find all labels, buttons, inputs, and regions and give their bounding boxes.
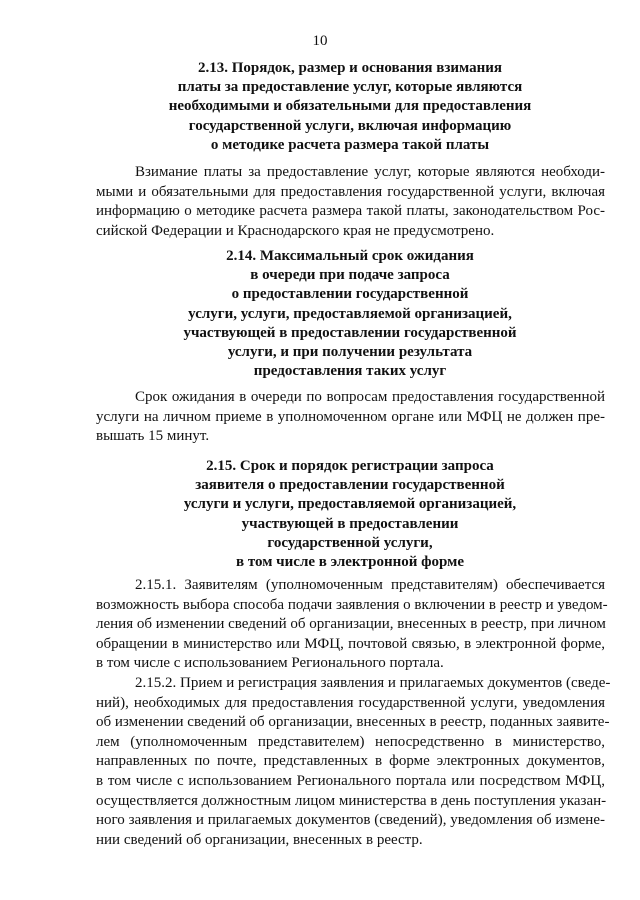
paragraph-line: обращении в министерство или МФЦ, почтовой связью, в электронной форме,	[96, 635, 605, 652]
paragraph-line: ного заявления и прилагаемых документов (сведений), уведомления об измене-	[96, 812, 605, 829]
heading-line: в очереди при подаче запроса	[250, 267, 450, 284]
paragraph-line: услуги на личном приеме в уполномоченном органе или МФЦ не должен пре-	[96, 408, 605, 425]
heading-line: услуги, услуги, предоставляемой организацией,	[188, 305, 512, 322]
heading-line: предоставления таких услуг	[253, 363, 447, 380]
heading-line: 2.13. Порядок, размер и основания взимания	[197, 60, 503, 76]
page-number: 10	[312, 33, 328, 49]
paragraph-2-15-2	[96, 674, 611, 850]
paragraph-line: ний), необходимых для предоставления государственной услуги, уведомления	[96, 694, 605, 711]
heading-line: о методике расчета размера такой платы	[210, 136, 490, 153]
heading-line: необходимыми и обязательными для предоставления	[168, 98, 532, 115]
heading-line: заявителя о предоставлении государственной	[195, 477, 505, 494]
heading-line: участвующей в предоставлении	[241, 515, 459, 532]
paragraph-line: в том числе с использованием Регионального портала или посредством МФЦ,	[96, 772, 605, 789]
heading-line: платы за предоставление услуг, которые являются	[177, 79, 523, 96]
heading-line: государственной услуги, включая информацию	[188, 117, 512, 134]
paragraph-2-15-1	[96, 576, 608, 674]
paragraph-line: возможность выбора способа подачи заявления о включении в реестр и уведом-	[96, 596, 608, 613]
heading-line: услуги, и при получении результата	[227, 344, 473, 361]
paragraph-line: сийской Федерации и Краснодарского края не предусмотрено.	[96, 222, 495, 239]
paragraph-line: Срок ожидания в очереди по вопросам предоставления государственной	[135, 389, 605, 405]
paragraph-line: Взимание платы за предоставление услуг, которые являются необходи-	[135, 164, 605, 180]
paragraph-line: в том числе с использованием Регионального портала.	[96, 655, 444, 672]
paragraph-line: лем (уполномоченным представителем) непосредственно в министерство,	[96, 733, 605, 750]
section-heading-2-15	[80, 457, 620, 572]
heading-line: о предоставлении государственной	[231, 286, 469, 303]
heading-line: участвующей в предоставлении государственной	[183, 324, 517, 341]
heading-line: 2.15. Срок и порядок регистрации запроса	[206, 458, 494, 474]
paragraph-line: мыми и обязательными для предоставления государственной услуги, включая	[96, 183, 605, 200]
paragraph-line: об изменении сведений об организации, внесенных в реестр, поданных заявите-	[96, 714, 610, 731]
section-heading-2-13	[80, 59, 620, 155]
paragraph-2-13	[96, 163, 605, 241]
paragraph-line: 2.15.2. Прием и регистрация заявления и прилагаемых документов (сведе-	[135, 675, 611, 691]
section-heading-2-14	[80, 247, 620, 381]
paragraph-line: информацию о методике расчета размера такой платы, законодательством Рос-	[96, 203, 605, 220]
paragraph-line: направленных по почте, представленных в форме электронных документов,	[96, 753, 605, 770]
paragraph-line: нии сведений об организации, внесенных в реестр.	[96, 831, 423, 848]
paragraph-2-14	[96, 388, 605, 447]
paragraph-line: вышать 15 минут.	[96, 428, 210, 445]
heading-line: услуги и услуги, предоставляемой организацией,	[183, 496, 517, 513]
paragraph-line: ления об изменении сведений об организации, внесенных в реестр, при личном	[96, 616, 606, 633]
heading-line: 2.14. Максимальный срок ожидания	[226, 248, 474, 264]
heading-line: в том числе в электронной форме	[235, 554, 464, 571]
heading-line: государственной услуги,	[267, 534, 433, 551]
paragraph-line: осуществляется должностным лицом министерства в день поступления указан-	[96, 792, 607, 809]
paragraph-line: 2.15.1. Заявителям (уполномоченным представителям) обеспечивается	[135, 577, 605, 593]
